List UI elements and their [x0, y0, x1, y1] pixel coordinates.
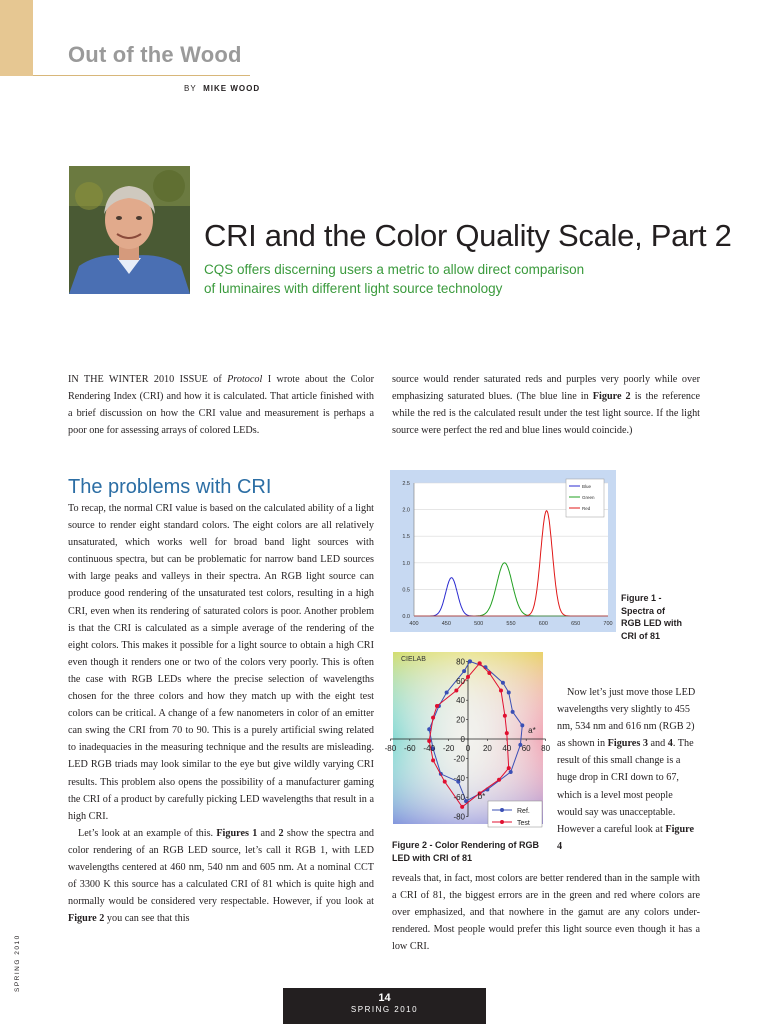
figure-2-cielab-chart	[381, 652, 551, 830]
data-point	[509, 770, 513, 774]
figure-ref: 4	[667, 738, 673, 750]
chart-title: CIELAB	[401, 656, 426, 663]
figure-ref: Figures 1	[216, 827, 258, 839]
legend-label: Ref.	[517, 808, 530, 815]
intro-text: I wrote about the Color Rendering Index (CRI) and how it is calculated. That article finished with a brief discussion on how the CRI value and measurement is perhaps a poor one for assessing arrays of colored LEDs.	[68, 374, 375, 437]
y-tick-label: 40	[456, 696, 465, 706]
x-tick-label: 20	[482, 744, 492, 753]
data-point	[427, 739, 431, 743]
section-title: Out of the Wood	[68, 42, 242, 67]
page-footer	[283, 988, 486, 1024]
body-column-right-bottom	[392, 870, 700, 955]
data-point	[462, 669, 466, 673]
y-tick-label: 20	[456, 715, 465, 725]
body-column-left	[68, 500, 374, 927]
y-axis-label: b*	[477, 792, 486, 802]
paragraph-3-continued: reveals that, in fact, most colors are better rendered than in the sample with a CRI of 81, the biggest errors are in the green and red where colors are over emphasized, and that nowhere in the gamut are any colors under-rendered. Most people would prefer this light source even though it has a low CRI.	[392, 873, 700, 953]
x-tick-label: -60	[404, 744, 416, 753]
data-point	[487, 671, 491, 675]
figure-ref: Figure 2	[592, 391, 631, 403]
body-column-right-narrow	[557, 684, 700, 855]
byline	[184, 84, 260, 93]
x-tick-label: 600	[538, 621, 548, 627]
legend-box	[488, 801, 542, 827]
figure-1-caption: Figure 1 - Spectra of RGB LED with CRI of 81	[621, 593, 682, 641]
y-tick-label: 0	[460, 735, 465, 744]
figure-ref: Figures 3	[607, 738, 648, 750]
figure-ref: Figure 4	[557, 823, 695, 852]
x-tick-label: -40	[423, 744, 435, 753]
paragraph-3: Now let’s just move those LED wavelengths very slightly to 455 nm, 534 nm and 616 nm (RGB 2) as shown in Figures 3 and 4. The result of this small change is a huge drop in CRI down to 67, which is a level most people would say was unacceptable. However a careful look at Figure 4	[557, 687, 696, 852]
byline-prefix: BY	[184, 84, 197, 93]
y-tick-label: 2.0	[402, 507, 410, 514]
data-point	[507, 690, 511, 694]
data-point	[520, 723, 524, 727]
y-tick-label: 0.5	[402, 587, 410, 594]
y-tick-label: 80	[456, 657, 465, 667]
data-point	[501, 681, 505, 685]
y-tick-label: -20	[453, 754, 465, 764]
x-axis-label: a*	[528, 726, 536, 736]
data-point	[454, 689, 458, 693]
data-point	[435, 704, 439, 708]
x-tick-label: 550	[506, 621, 516, 627]
data-point	[478, 661, 482, 665]
x-tick-label: 60	[521, 744, 531, 753]
data-point	[503, 714, 507, 718]
x-tick-label: 400	[409, 621, 419, 627]
x-tick-label: 0	[465, 744, 471, 753]
intro-paragraph	[68, 371, 374, 439]
data-point	[431, 716, 435, 720]
data-point	[511, 710, 515, 714]
x-tick-label: 80	[541, 744, 551, 753]
intro-lead: IN THE WINTER 2010 ISSUE of	[68, 374, 222, 385]
footer-season: SPRING 2010	[350, 1005, 419, 1014]
y-tick-label: -60	[453, 793, 465, 803]
figure-2-caption: Figure 2 - Color Rendering of RGB LED with CRI of 81	[392, 840, 540, 863]
y-tick-label: 0.0	[402, 614, 410, 620]
article-subtitle: CQS offers discerning users a metric to allow direct comparison of luminaires with different light source technology	[204, 262, 585, 296]
data-point	[497, 778, 501, 782]
x-tick-label: 650	[571, 621, 581, 627]
y-tick-label: 60	[456, 676, 465, 686]
y-tick-label: 1.0	[402, 560, 410, 567]
publication-name: Protocol	[227, 374, 263, 385]
data-point	[443, 780, 447, 784]
x-tick-label: -80	[384, 744, 397, 753]
x-tick-label: 40	[502, 744, 512, 753]
legend-marker	[500, 820, 504, 824]
figure-ref: 2	[278, 827, 284, 839]
legend-label: Test	[517, 820, 530, 827]
header-rule	[33, 75, 250, 76]
legend-label: Green	[582, 495, 595, 500]
paragraph-2: Let’s look at an example of this. Figures 1 and 2 show the spectra and color rendering of an RGB LED source, let’s call it RGB 1, with LED wavelengths centered at 460 nm, 540 nm and 605 nm. At a nominal CCT of 3300 K this source has a calculated CRI of 81 which is quite high and normally would be considered very respectable. However, if you look at Figure 2 you can see that this	[68, 827, 375, 925]
legend-label: Blue	[582, 484, 592, 489]
paragraph-1: To recap, the normal CRI value is based on the calculated ability of a light source to render eight standard colors. The eight colors are all relatively unsaturated, which works well for broad band light sources with continuous spectra, but can be problematic for narrow band LED sources with large peaks and valleys in their spectra. An RGB light source can produce good rendering of the unsaturated test colors, resulting in a high CRI, even when its rendering of saturated colors is poor. Another problem is that the CRI is calculated as a simple average of the rendering of the eight colors. This makes it possible for a light source to obtain a high CRI even though it renders one or two of the colors very poorly. This is often the case with RGB LEDs where the precise selection of wavelengths chosen for the three colors and how they match up with the eight test colors can be critical. A change of a few nanometers in color of an emitter can swing the CRI from 70 to 90. This is a purely artificial swing related to inadequacies in the measuring technique and the results are misleading. LED RGB triads may look similar to the eye but give wildly varying CRI results. This problem also opens the possibility of a manufacturer gaming the CRI of a product by carefully picking LED wavelengths that result in a high CRI.	[68, 503, 374, 822]
legend-marker	[500, 808, 504, 812]
article-title: CRI and the Color Quality Scale, Part 2	[204, 218, 732, 253]
data-point	[431, 758, 435, 762]
data-point	[445, 690, 449, 694]
x-tick-label: -20	[442, 744, 455, 753]
x-tick-label: 500	[474, 621, 484, 627]
section-color-tab	[0, 0, 33, 76]
data-point	[460, 805, 464, 809]
x-tick-label: 450	[441, 621, 451, 627]
data-point	[507, 766, 511, 770]
byline-author: MIKE WOOD	[203, 84, 261, 93]
y-tick-label: 1.5	[402, 534, 410, 541]
author-photo	[69, 166, 190, 294]
page-number: 14	[378, 992, 391, 1004]
figure-1-spectrum-chart	[390, 470, 616, 632]
side-season-label: SPRING 2010	[14, 934, 21, 992]
y-tick-label: 2.5	[402, 481, 410, 487]
data-point	[468, 659, 472, 663]
data-point	[466, 675, 470, 679]
y-tick-label: -40	[453, 773, 465, 783]
legend-label: Red	[582, 506, 591, 511]
x-tick-label: 700	[603, 621, 613, 627]
figure-ref: Figure 2	[68, 913, 105, 925]
data-point	[505, 731, 509, 735]
data-point	[499, 689, 503, 693]
section-heading: The problems with CRI	[68, 476, 272, 498]
y-tick-label: -80	[453, 812, 465, 822]
body-column-right-top: source would render saturated reds and purples very poorly while over emphasizing saturated blues. (The blue line in Figure 2 is the reference while the red is the calculated result under the test light source. If the light source were perfect the red and blue lines would coincide.)	[392, 374, 700, 437]
